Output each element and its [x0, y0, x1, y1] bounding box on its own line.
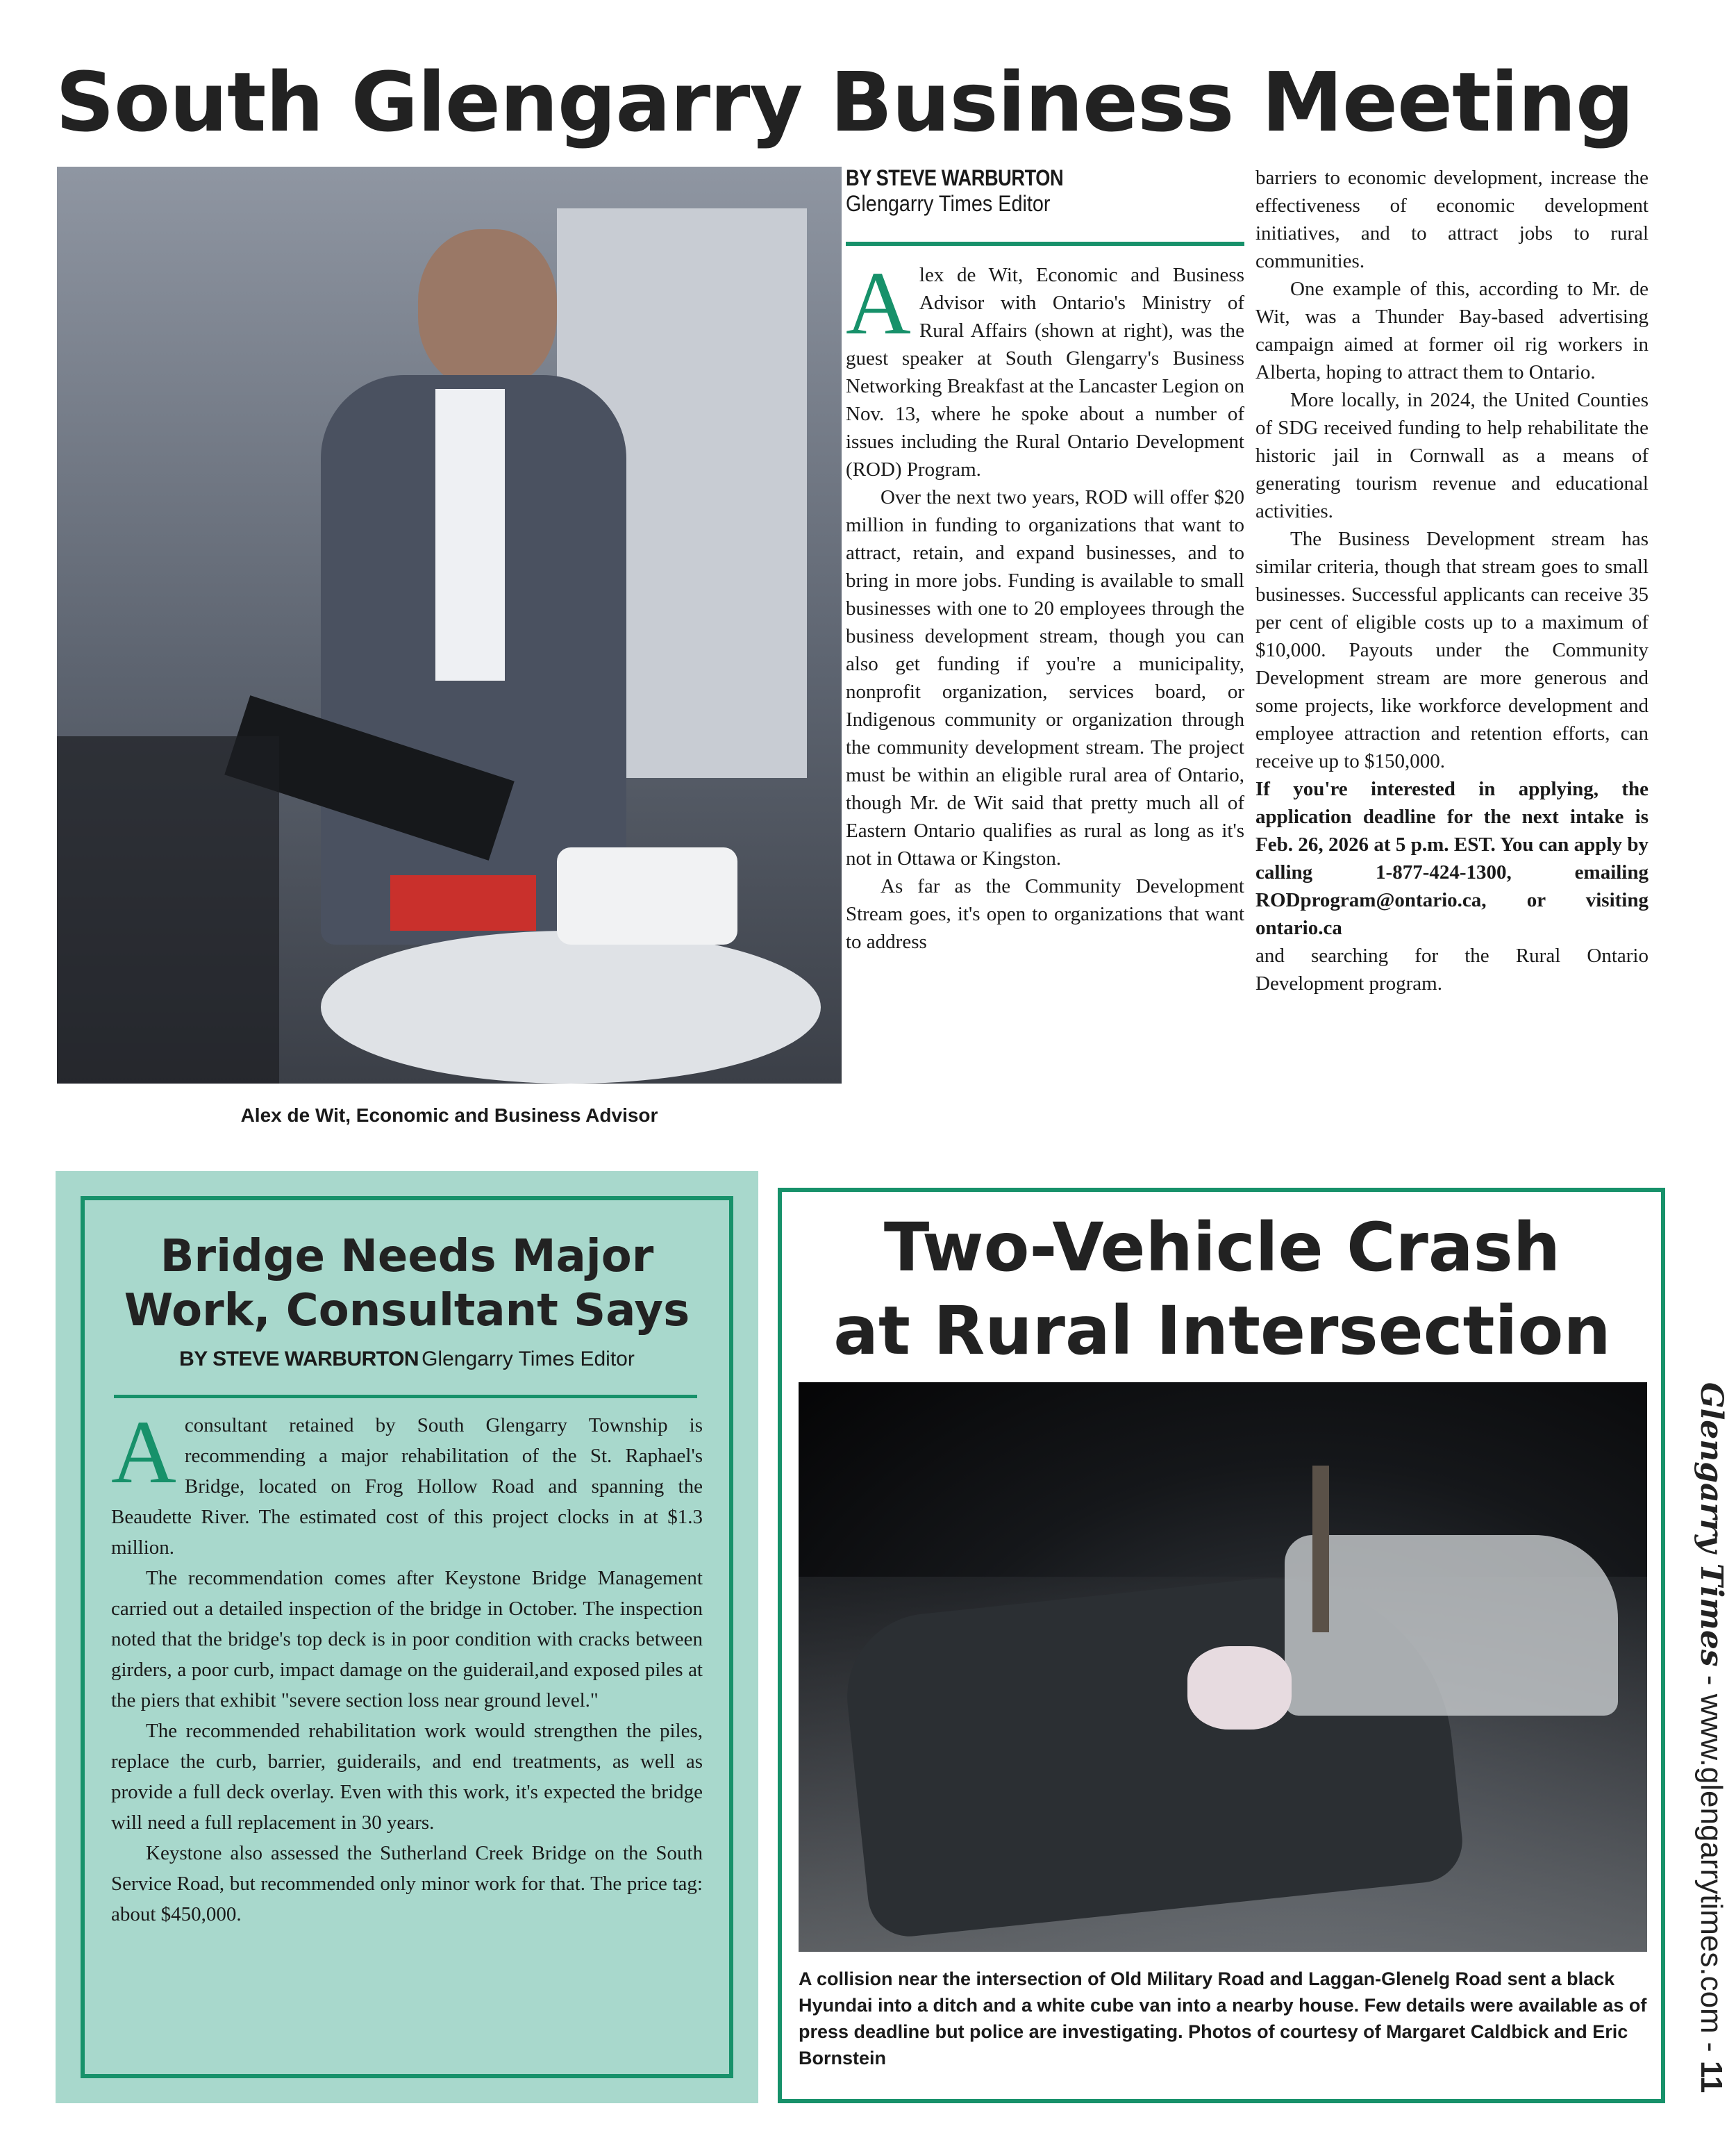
article-paragraph: Keystone also assessed the Sutherland Creek Bridge on the South Service Road, but recommended only minor work for that. The price tag: about $450,000. [111, 1842, 703, 1925]
crash-photo [799, 1382, 1647, 1952]
drop-cap: A [111, 1402, 176, 1502]
main-article-column-1 [846, 254, 1244, 956]
bridge-byline [83, 1348, 731, 1371]
application-callout: If you're interested in applying, the application deadline for the next intake is Feb. 26, 2026 at 5 p.m. EST. You can apply by calling 1-877-424-1300, emailing RODprogram@ontario.ca, or visiting ontario.ca [1255, 778, 1649, 939]
bridge-article-body [111, 1402, 703, 1930]
speaker-photo-caption: Alex de Wit, Economic and Business Advisor [240, 1104, 658, 1126]
byline-role: Glengarry Times Editor [846, 191, 1051, 216]
crash-article-title [792, 1206, 1653, 1373]
article-paragraph: The Business Development stream has similar criteria, though that stream goes to small businesses. Successful applicants can receive 35 per cent of eligible costs up to a maximum of $10,000. Payouts under the Community Development stream are more generous and some projects, like workforce development and employee attraction and retention efforts, can receive up to $150,000. [1255, 528, 1649, 772]
speaker-photo [57, 167, 842, 1084]
article-paragraph: barriers to economic development, increase the effectiveness of economic development initiatives, and to attract jobs to rural communities. [1255, 167, 1649, 272]
byline-divider [846, 242, 1244, 246]
article-paragraph: and searching for the Rural Ontario Development program. [1255, 945, 1649, 995]
byline-role: Glengarry Times Editor [422, 1348, 635, 1370]
vertical-masthead [1689, 1382, 1733, 2098]
masthead-url: - www.glengarrytimes.com - [1694, 1666, 1728, 2061]
byline-author: BY STEVE WARBURTON [179, 1348, 419, 1370]
bridge-byline-divider [114, 1395, 697, 1398]
article-paragraph: More locally, in 2024, the United Counties of SDG received funding to help rehabilitate the historic jail in Cornwall as a means of generating tourism revenue and educational activities. [1255, 389, 1649, 522]
article-paragraph: One example of this, according to Mr. de Wit, was a Thunder Bay-based advertising campaign aimed at former oil rig workers in Alberta, hoping to attract them to Ontario. [1255, 278, 1649, 383]
masthead-brand: Glengarry Times [1694, 1382, 1729, 1667]
article-paragraph: The recommended rehabilitation work would strengthen the piles, replace the curb, barrier, guiderails, and end treatments, as well as provide a full deck overlay. Even with this work, it's expected the bridge will need a full replacement in 30 years. [111, 1720, 703, 1834]
article-paragraph: consultant retained by South Glengarry Township is recommending a major rehabilitation of the St. Raphael's Bridge, located on Frog Hollow Road and spanning the Beaudette River. The estimated cost of this project clocks in at $1.3 million. [111, 1414, 703, 1559]
crash-title-line-1: Two-Vehicle Crash [883, 1209, 1561, 1286]
crash-photo-caption: A collision near the intersection of Old Military Road and Laggan-Glenelg Road sent a black Hyundai into a ditch and a white cube van into a nearby house. Few details were available as of press deadline but police are investigating. Photos of courtesy of Margaret Caldbick and Eric Bornstein [799, 1968, 1647, 2068]
main-byline [846, 165, 1244, 217]
article-paragraph: As far as the Community Development Stream goes, it's open to organizations that want to address [846, 875, 1244, 953]
main-article-column-2 [1255, 164, 1649, 997]
page-headline: South Glengarry Business Meeting [56, 54, 1634, 150]
article-paragraph: The recommendation comes after Keystone Bridge Management carried out a detailed inspection of the bridge in October. The inspection noted that the bridge's top deck is in poor condition with cracks between girders, a poor curb, impact damage on the guiderail,and exposed piles at the piers that exhibit "severe section loss near ground level." [111, 1567, 703, 1711]
page-number: 11 [1694, 2060, 1728, 2093]
article-paragraph: Over the next two years, ROD will offer $20 million in funding to organizations that want to attract, retain, and expand businesses, and to bring in more jobs. Funding is available to small businesses with one to 20 employees through the business development stream, though you can also get funding if you're a municipality, nonprofit organization, services board, or Indigenous community or organization through the community development stream. The project must be within an eligible rural area of Ontario, though Mr. de Wit said that pretty much all of Eastern Ontario qualifies as rural as long as it's not in Ottawa or Kingston. [846, 486, 1244, 870]
bridge-article-title: Bridge Needs Major Work, Consultant Says [124, 1231, 690, 1336]
crash-title-line-2: at Rural Intersection [833, 1292, 1611, 1370]
article-paragraph: lex de Wit, Economic and Business Advisor with Ontario's Ministry of Rural Affairs (shown at right), was the guest speaker at South Glengarry's Business Networking Breakfast at the Lancaster Legion on Nov. 13, where he spoke about a number of issues including the Rural Ontario Development (ROD) Program. [846, 264, 1244, 481]
byline-author: BY STEVE WARBURTON [846, 165, 1064, 190]
drop-cap: A [846, 254, 911, 354]
